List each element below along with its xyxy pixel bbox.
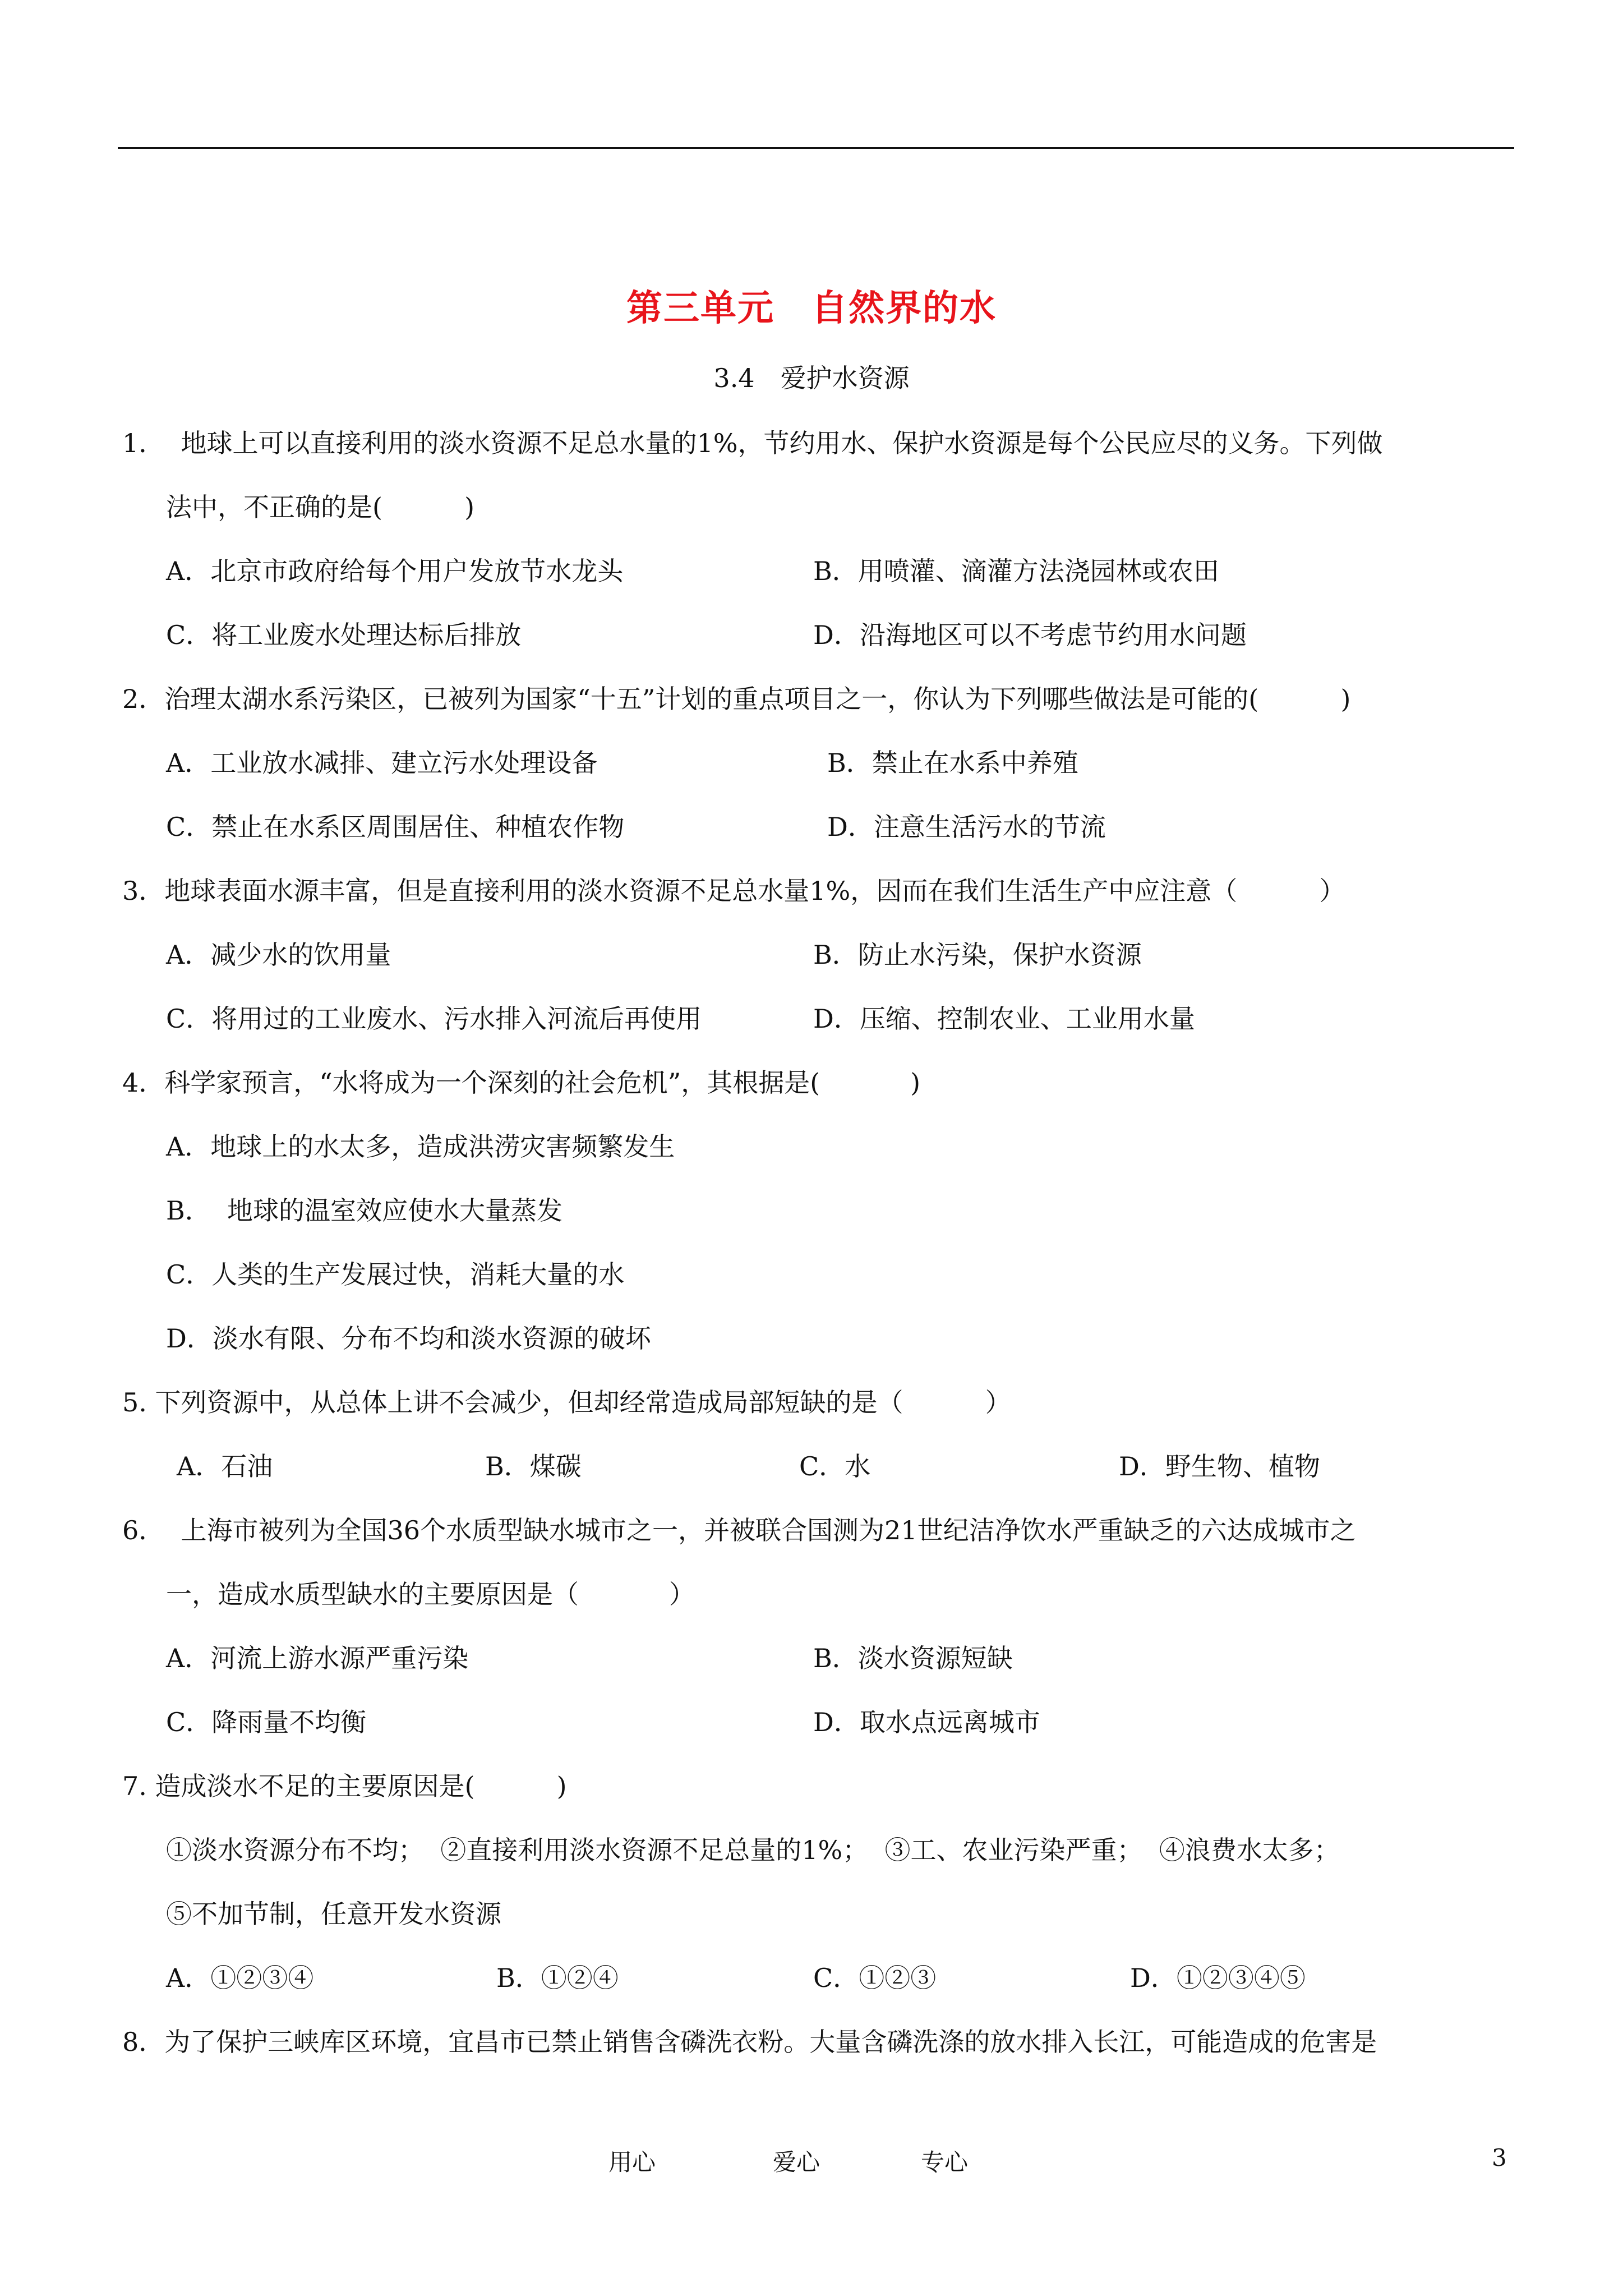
q5-option-c: C．水 xyxy=(799,1451,871,1481)
q3-option-c: C．将用过的工业废水、污水排入河流后再使用 xyxy=(166,1004,702,1034)
q6-stem-line-1: 6． 上海市被列为全国36个水质型缺水城市之一，并被联合国测为21世纪洁净饮水严重缺乏的六达成城市之 xyxy=(122,1515,1356,1545)
q4-stem: 4．科学家预言，“水将成为一个深刻的社会危机”，其根据是( ) xyxy=(122,1068,921,1098)
q1-option-d: D．沿海地区可以不考虑节约用水问题 xyxy=(813,620,1247,650)
q7-stem-line-3: ⑤不加节制，任意开发水资源 xyxy=(166,1899,501,1929)
q5-option-a: A．石油 xyxy=(177,1451,273,1481)
q1-option-c: C．将工业废水处理达标后排放 xyxy=(166,620,522,650)
section-subtitle: 3.4 爱护水资源 xyxy=(713,363,910,393)
q2-stem: 2．治理太湖水系污染区，已被列为国家“十五”计划的重点项目之一，你认为下列哪些做法是可能的( ) xyxy=(122,684,1351,714)
page-number: 3 xyxy=(1492,2144,1507,2171)
q5-stem: 5. 下列资源中，从总体上讲不会减少，但却经常造成局部短缺的是（ ） xyxy=(122,1387,1011,1418)
q1-option-a: A．北京市政府给每个用户发放节水龙头 xyxy=(166,556,624,586)
q1-option-b: B．用喷灌、滴灌方法浇园林或农田 xyxy=(813,556,1219,586)
q6-option-d: D．取水点远离城市 xyxy=(813,1707,1040,1737)
q7-option-b: B．①②④ xyxy=(496,1963,619,1993)
q7-option-c: C．①②③ xyxy=(813,1963,937,1993)
q5-option-d: D．野生物、植物 xyxy=(1119,1451,1320,1481)
footer-motto-2: 爱心 xyxy=(773,2148,820,2176)
q6-option-c: C．降雨量不均衡 xyxy=(166,1707,367,1737)
footer-motto-1: 用心 xyxy=(608,2148,656,2176)
q4-option-a: A．地球上的水太多，造成洪涝灾害频繁发生 xyxy=(166,1131,675,1162)
q3-option-b: B．防止水污染，保护水资源 xyxy=(813,940,1142,970)
unit-title: 第三单元 自然界的水 xyxy=(626,288,997,329)
q3-option-d: D．压缩、控制农业、工业用水量 xyxy=(813,1004,1195,1034)
q8-stem: 8．为了保护三峡库区环境，宜昌市已禁止销售含磷洗衣粉。大量含磷洗涤的放水排入长江，可能造成的危害是 xyxy=(122,2027,1377,2057)
q1-stem-line-1: 1． 地球上可以直接利用的淡水资源不足总水量的1%，节约用水、保护水资源是每个公民应尽的义务。下列做 xyxy=(122,428,1383,458)
q4-option-b: B． 地球的温室效应使水大量蒸发 xyxy=(166,1195,563,1226)
q5-option-b: B．煤碳 xyxy=(485,1451,582,1481)
footer-motto-3: 专心 xyxy=(921,2148,969,2176)
q6-option-a: A．河流上游水源严重污染 xyxy=(166,1643,469,1673)
q7-stem-line-2: ①淡水资源分布不均； ②直接利用淡水资源不足总量的1%； ③工、农业污染严重； ④浪费水太多； xyxy=(166,1835,1340,1865)
q3-stem: 3．地球表面水源丰富，但是直接利用的淡水资源不足总水量1%，因而在我们生活生产中应注意（ ） xyxy=(122,876,1345,906)
q7-option-a: A．①②③④ xyxy=(166,1963,314,1993)
q7-option-d: D．①②③④⑤ xyxy=(1130,1963,1306,1993)
q2-option-b: B．禁止在水系中养殖 xyxy=(827,748,1078,778)
q4-option-c: C．人类的生产发展过快，消耗大量的水 xyxy=(166,1259,625,1290)
q6-stem-line-2: 一，造成水质型缺水的主要原因是（ ） xyxy=(166,1579,695,1609)
q2-option-d: D．注意生活污水的节流 xyxy=(827,812,1106,842)
header-rule xyxy=(118,147,1514,149)
q2-option-c: C．禁止在水系区周围居住、种植农作物 xyxy=(166,812,625,842)
q6-option-b: B．淡水资源短缺 xyxy=(813,1643,1013,1673)
q3-option-a: A．减少水的饮用量 xyxy=(166,940,391,970)
q1-stem-line-2: 法中，不正确的是( ) xyxy=(166,492,475,522)
q4-option-d: D．淡水有限、分布不均和淡水资源的破坏 xyxy=(166,1323,651,1354)
q2-option-a: A．工业放水减排、建立污水处理设备 xyxy=(166,748,598,778)
q7-stem-line-1: 7. 造成淡水不足的主要原因是( ) xyxy=(122,1771,567,1801)
